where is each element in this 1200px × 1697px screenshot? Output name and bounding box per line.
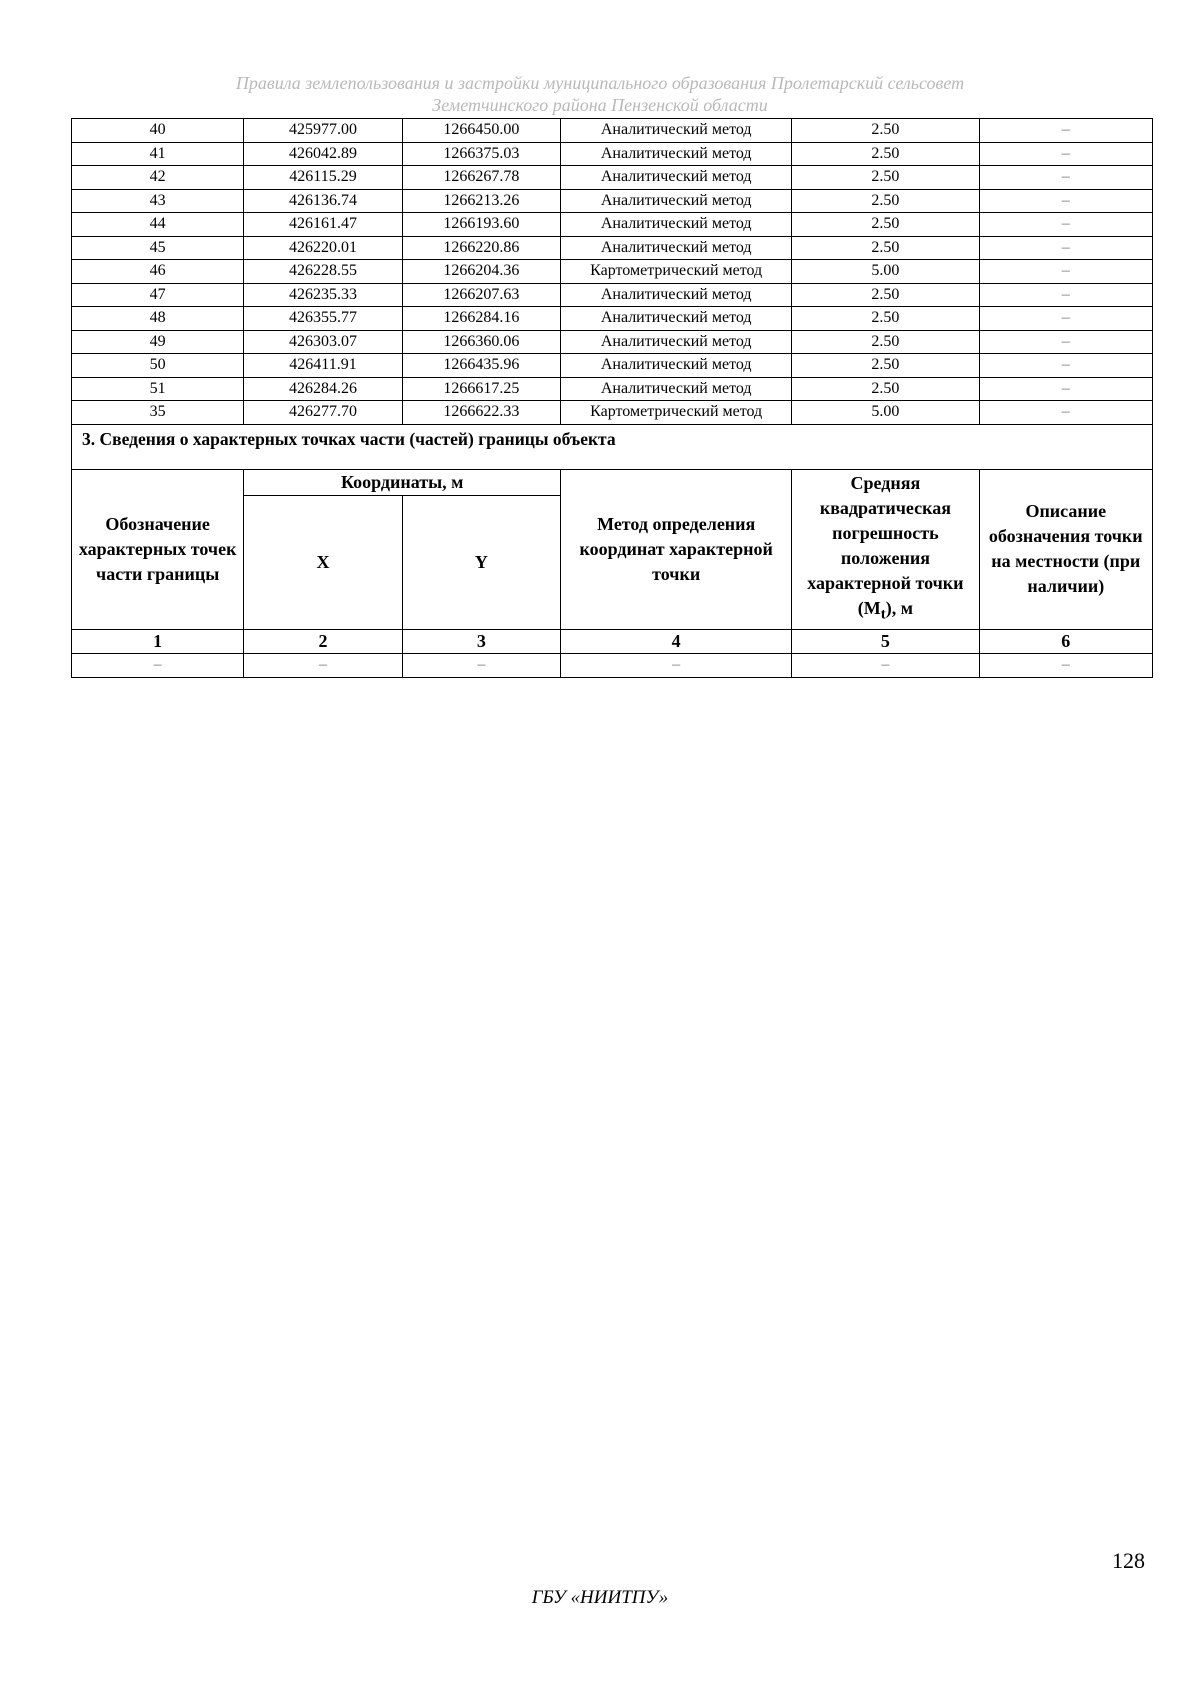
table-cell: – [979, 377, 1152, 401]
table-cell: 426220.01 [244, 236, 402, 260]
header-y: Y [402, 495, 560, 629]
table-row [72, 283, 1153, 307]
table-cell: – [979, 189, 1152, 213]
table-cell: Аналитический метод [561, 283, 792, 307]
table-cell: 42 [72, 166, 244, 190]
table-cell: 426277.70 [244, 401, 402, 425]
table-cell: – [979, 166, 1152, 190]
table-cell: 1266284.16 [402, 307, 560, 331]
table-cell: Аналитический метод [561, 142, 792, 166]
table-cell: 48 [72, 307, 244, 331]
footer-organization: ГБУ «НИИТПУ» [531, 1587, 669, 1608]
running-header-line-2: Земетчинского района Пензенской области [432, 95, 768, 115]
table-cell: 426355.77 [244, 307, 402, 331]
table-cell: – [979, 354, 1152, 378]
table-cell: – [979, 283, 1152, 307]
table-cell: 426228.55 [244, 260, 402, 284]
table-cell: 1266360.06 [402, 330, 560, 354]
table-cell: 35 [72, 401, 244, 425]
header-mean-error [792, 469, 979, 629]
table-cell: 44 [72, 213, 244, 237]
table-cell: Картометрический метод [561, 401, 792, 425]
table-cell: Аналитический метод [561, 213, 792, 237]
table-cell: – [402, 653, 560, 677]
table-cell: 40 [72, 119, 244, 143]
empty-row [72, 653, 1153, 677]
table-cell: – [979, 653, 1152, 677]
table-cell: 2.50 [792, 377, 979, 401]
table-cell: 2.50 [792, 330, 979, 354]
table-cell: 49 [72, 330, 244, 354]
column-number: 2 [244, 629, 402, 653]
table-row [72, 166, 1153, 190]
table-cell: 1266207.63 [402, 283, 560, 307]
header-mean-error-subscript: t [880, 606, 886, 623]
table-cell: 2.50 [792, 189, 979, 213]
column-number: 6 [979, 629, 1152, 653]
table-row [72, 142, 1153, 166]
table-cell: Аналитический метод [561, 236, 792, 260]
table-cell: 2.50 [792, 354, 979, 378]
table-cell: 1266213.26 [402, 189, 560, 213]
header-x: X [244, 495, 402, 629]
table-cell: – [979, 236, 1152, 260]
table-cell: 1266617.25 [402, 377, 560, 401]
section-3-title: 3. Сведения о характерных точках части (частей) границы объекта [72, 424, 1153, 469]
table-cell: 1266375.03 [402, 142, 560, 166]
table-cell: 51 [72, 377, 244, 401]
table-row [72, 307, 1153, 331]
header-point-designation: Обозначение характерных точек части границы [72, 469, 244, 629]
table-cell: Аналитический метод [561, 307, 792, 331]
column-number: 1 [72, 629, 244, 653]
table-cell: – [792, 653, 979, 677]
header-method: Метод определения координат характерной точки [561, 469, 792, 629]
table-row [72, 377, 1153, 401]
table-cell: 2.50 [792, 119, 979, 143]
table-row [72, 260, 1153, 284]
table-cell: – [979, 213, 1152, 237]
table-cell: 426235.33 [244, 283, 402, 307]
header-coordinates: Координаты, м [244, 469, 561, 495]
table-cell: 1266622.33 [402, 401, 560, 425]
table-cell: – [979, 119, 1152, 143]
table-cell: 426303.07 [244, 330, 402, 354]
table-cell: 41 [72, 142, 244, 166]
table-cell: – [979, 260, 1152, 284]
table-cell: 5.00 [792, 401, 979, 425]
column-number: 3 [402, 629, 560, 653]
boundary-points-rows [72, 119, 1153, 425]
table-cell: Аналитический метод [561, 330, 792, 354]
table-cell: – [979, 307, 1152, 331]
table-cell: – [244, 653, 402, 677]
table-cell: 426161.47 [244, 213, 402, 237]
running-header-line-1: Правила землепользования и застройки муниципального образования Пролетарский сельсовет [235, 73, 965, 93]
table-cell: 47 [72, 283, 244, 307]
table-cell: 1266193.60 [402, 213, 560, 237]
table-cell: 1266267.78 [402, 166, 560, 190]
table-cell: 2.50 [792, 166, 979, 190]
table-cell: 426115.29 [244, 166, 402, 190]
table-cell: 46 [72, 260, 244, 284]
table-cell: 50 [72, 354, 244, 378]
column-numbers-row [72, 629, 1153, 653]
table-cell: 45 [72, 236, 244, 260]
table-cell: – [561, 653, 792, 677]
table-cell: Аналитический метод [561, 377, 792, 401]
table-cell: 2.50 [792, 236, 979, 260]
table-cell: 2.50 [792, 307, 979, 331]
table-row [72, 213, 1153, 237]
table-cell: – [979, 330, 1152, 354]
table-cell: 426411.91 [244, 354, 402, 378]
header-mean-error-unit: ), м [885, 597, 914, 618]
table-cell: 1266450.00 [402, 119, 560, 143]
table-cell: 426042.89 [244, 142, 402, 166]
table-cell: Аналитический метод [561, 189, 792, 213]
table-cell: 425977.00 [244, 119, 402, 143]
header-description: Описание обозначения точки на местности (при наличии) [979, 469, 1152, 629]
table-row [72, 119, 1153, 143]
table-cell: 1266220.86 [402, 236, 560, 260]
coordinates-table [71, 118, 1153, 678]
table-cell: 2.50 [792, 283, 979, 307]
column-number: 5 [792, 629, 979, 653]
table-cell: – [979, 142, 1152, 166]
table-cell: 426136.74 [244, 189, 402, 213]
running-header [0, 72, 1200, 116]
table-cell: Аналитический метод [561, 354, 792, 378]
column-number: 4 [561, 629, 792, 653]
table-cell: 1266204.36 [402, 260, 560, 284]
table-row [72, 354, 1153, 378]
section-3-row [72, 424, 1153, 469]
table-cell: Картометрический метод [561, 260, 792, 284]
table-cell: – [979, 401, 1152, 425]
table-row [72, 330, 1153, 354]
table-row [72, 189, 1153, 213]
table-row [72, 236, 1153, 260]
table-cell: 43 [72, 189, 244, 213]
header-mean-error-text: Средняя квадратическая погрешность положения характерной точки (M [807, 472, 964, 618]
table-cell: – [72, 653, 244, 677]
table-cell: 426284.26 [244, 377, 402, 401]
table-cell: 1266435.96 [402, 354, 560, 378]
header-row-top [72, 469, 1153, 495]
table-cell: 2.50 [792, 213, 979, 237]
table-cell: Аналитический метод [561, 166, 792, 190]
table-cell: 5.00 [792, 260, 979, 284]
table-cell: 2.50 [792, 142, 979, 166]
table-cell: Аналитический метод [561, 119, 792, 143]
table-row [72, 401, 1153, 425]
page-number: 128 [1112, 1548, 1145, 1573]
